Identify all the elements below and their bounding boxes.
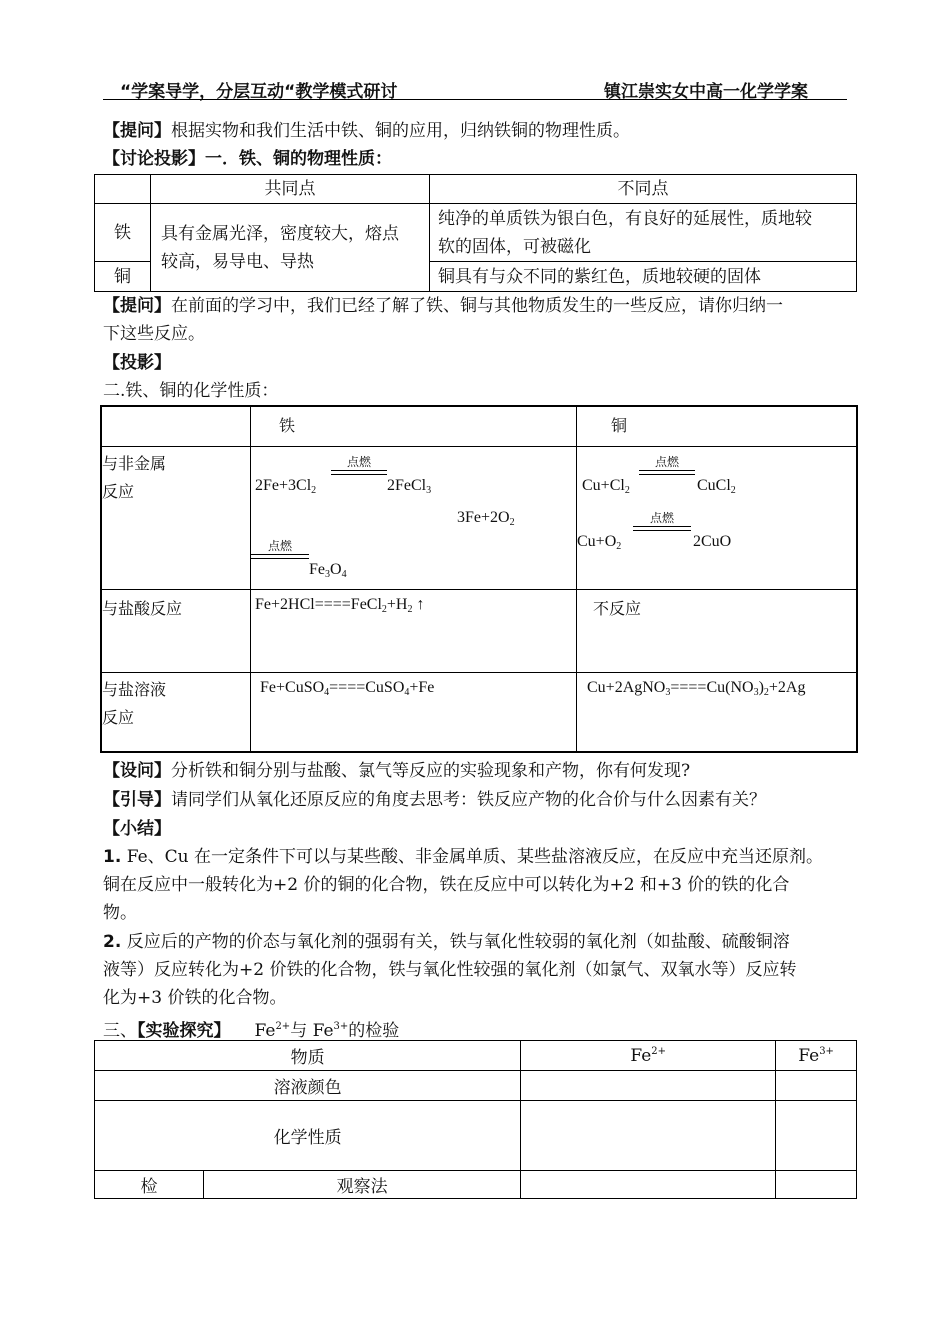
eq-cu-o2-lhs: $Cu+O_2$ (577, 532, 622, 552)
set-question-text: 分析铁和铜分别与盐酸、氯气等反应的实验现象和产物，你有何发现? (171, 761, 691, 781)
table-corner (95, 175, 151, 204)
t3-row-chem: 化学性质 (95, 1101, 521, 1171)
row-label-iron: 铁 (95, 204, 151, 262)
question-tag: 【提问】 (103, 296, 171, 316)
summary-p1-line2: 铜在反应中一般转化为+2 价的铜的化合物，铁在反应中可以转化为+2 和+3 价的铁的化合 (103, 875, 790, 895)
t3-cell (521, 1101, 776, 1171)
ion-test-table (94, 1040, 857, 1199)
summary-p1-line3: 物。 (103, 903, 137, 923)
projection-tag: 【投影】 (103, 353, 171, 373)
set-question-tag: 【设问】 (103, 761, 171, 781)
condition-label: 点燃 (654, 454, 679, 469)
section-3-title: 三、【实验探究】 $Fe^{2+}$与 $Fe^{3+}$的检验 (103, 1021, 400, 1041)
iron-hcl-cell: $Fe+2HCl====FeCl_2+H_2$ ↑ (251, 589, 577, 672)
eq-fe-cl2-rhs: 2FeCl$_3$ (387, 476, 432, 496)
t3-row-color: 溶液颜色 (95, 1071, 521, 1101)
eq-fe-o2-arrow (251, 537, 309, 559)
question-2 (103, 293, 783, 319)
copper-diff-cell: 铜具有与众不同的紫红色，质地较硬的固体 (430, 262, 857, 292)
iron-nonmetal-cell (251, 446, 577, 589)
guide (103, 787, 766, 813)
eq-cu-cl2-arrow (639, 453, 695, 475)
section-3-fe: Fe (254, 1021, 276, 1041)
question-text: 根据实物和我们生活中铁、铜的应用，归纳铁铜的物理性质。 (171, 121, 630, 141)
t3-row-observe: 观察法 (204, 1171, 521, 1199)
t3-cell (776, 1071, 857, 1101)
summary-p2-line1 (103, 929, 790, 955)
header-diff: 不同点 (430, 175, 857, 204)
summary-p2-num: 2. (103, 932, 122, 952)
t3-cell (521, 1071, 776, 1101)
t2-header-copper: 铜 (577, 406, 858, 446)
eq-cu-o2-rhs: 2CuO (693, 532, 732, 550)
iron-salt-cell: Fe+CuSO$_4$====CuSO$_4$+Fe (251, 672, 577, 752)
summary-p1-text: Fe、Cu 在一定条件下可以与某些酸、非金属单质、某些盐溶液反应，在反应中充当还原剂。 (121, 847, 823, 867)
header-left: “学案导学，分层互动“教学模式研讨 (120, 82, 398, 102)
copper-hcl-cell: 不反应 (577, 589, 858, 672)
common-line-1: 具有金属光泽，密度较大，熔点 (161, 223, 399, 244)
row-salt-label-2: 反应 (102, 709, 135, 727)
eq-cu-cl2-rhs: CuCl$_2$ (697, 476, 736, 496)
eq-fe-o2-rhs: $Fe_3O_4$ (309, 560, 347, 580)
iron-diff-cell (430, 204, 857, 262)
summary-p1-num: 1. (103, 847, 122, 867)
header-divider (103, 99, 847, 100)
condition-label: 点燃 (267, 538, 292, 553)
condition-label: 点燃 (649, 510, 674, 525)
iron-diff-line-2: 软的固体，可被磁化 (438, 236, 591, 257)
eq-fe-cl2-arrow (331, 453, 387, 475)
section-3-tag: 【实验探究】 (137, 1021, 231, 1041)
summary-p2-line2: 液等）反应转化为+2 价铁的化合物，铁与氧化性较强的氧化剂（如氯气、双氧水等）反应转 (103, 960, 797, 980)
t3-header-fe2: $Fe^{2+}$ (521, 1041, 776, 1071)
iron-diff-line-1: 纯净的单质铁为银白色，有良好的延展性，质地较 (438, 208, 812, 229)
row-salt-label-1: 与盐溶液 (102, 681, 167, 699)
t3-header-fe3: $Fe^{3+}$ (776, 1041, 857, 1071)
row-salt-label (101, 672, 251, 752)
t2-header-iron: 铁 (251, 406, 577, 446)
summary-p2-line3: 化为+3 价铁的化合物。 (103, 988, 287, 1008)
common-properties-cell (151, 204, 430, 292)
discussion-tag: 【讨论投影】 (103, 149, 205, 169)
copper-salt-cell: $Cu+2AgNO_3====Cu(NO_3)_2+2Ag$ (577, 672, 858, 752)
row-label-copper: 铜 (95, 262, 151, 292)
condition-label: 点燃 (346, 454, 371, 469)
discussion-heading (103, 146, 392, 172)
row-nonmetal-label-2: 反应 (102, 483, 135, 501)
summary-p1-line1 (103, 844, 823, 870)
header-right: 镇江崇实女中高一化学学案 (604, 82, 808, 102)
eq-fe-o2-lhs: $3Fe+2O_2$ (457, 508, 515, 528)
guide-tag: 【引导】 (103, 790, 171, 810)
section-3-prefix: 三、 (103, 1021, 137, 1041)
copper-nonmetal-cell (577, 446, 858, 589)
row-nonmetal-label-1: 与非金属 (102, 455, 167, 473)
physical-properties-table (94, 174, 857, 292)
question-text-1: 在前面的学习中，我们已经了解了铁、铜与其他物质发生的一些反应，请你归纳一 (171, 296, 783, 316)
chemical-properties-table (100, 405, 858, 753)
header-common: 共同点 (151, 175, 430, 204)
question-1 (103, 118, 630, 144)
t3-cell (521, 1171, 776, 1199)
guide-text: 请同学们从氧化还原反应的角度去思考：铁反应产物的化合价与什么因素有关？ (171, 790, 766, 810)
question-2-cont: 下这些反应。 (103, 324, 205, 344)
common-line-2: 较高，易导电、导热 (161, 251, 314, 272)
eq-cu-o2-arrow (633, 509, 691, 531)
summary-tag: 【小结】 (103, 819, 171, 839)
t3-cell (776, 1171, 857, 1199)
discussion-title: 一．铁、铜的物理性质： (205, 149, 392, 169)
summary-p2-text: 反应后的产物的价态与氧化剂的强弱有关，铁与氧化性较弱的氧化剂（如盐酸、硫酸铜溶 (121, 932, 790, 952)
t3-header-substance: 物质 (95, 1041, 521, 1071)
eq-fe-cl2-lhs: $2Fe+3Cl_2$ (255, 476, 317, 496)
set-question (103, 758, 690, 784)
t2-corner (101, 406, 251, 446)
question-tag: 【提问】 (103, 121, 171, 141)
t3-row-test: 检 (95, 1171, 204, 1199)
row-nonmetal-label (101, 446, 251, 589)
section-2-title: 二.铁、铜的化学性质： (103, 381, 279, 401)
t3-cell (776, 1101, 857, 1171)
row-hcl-label: 与盐酸反应 (101, 589, 251, 672)
eq-cu-cl2-lhs: $Cu+Cl_2$ (582, 476, 630, 496)
